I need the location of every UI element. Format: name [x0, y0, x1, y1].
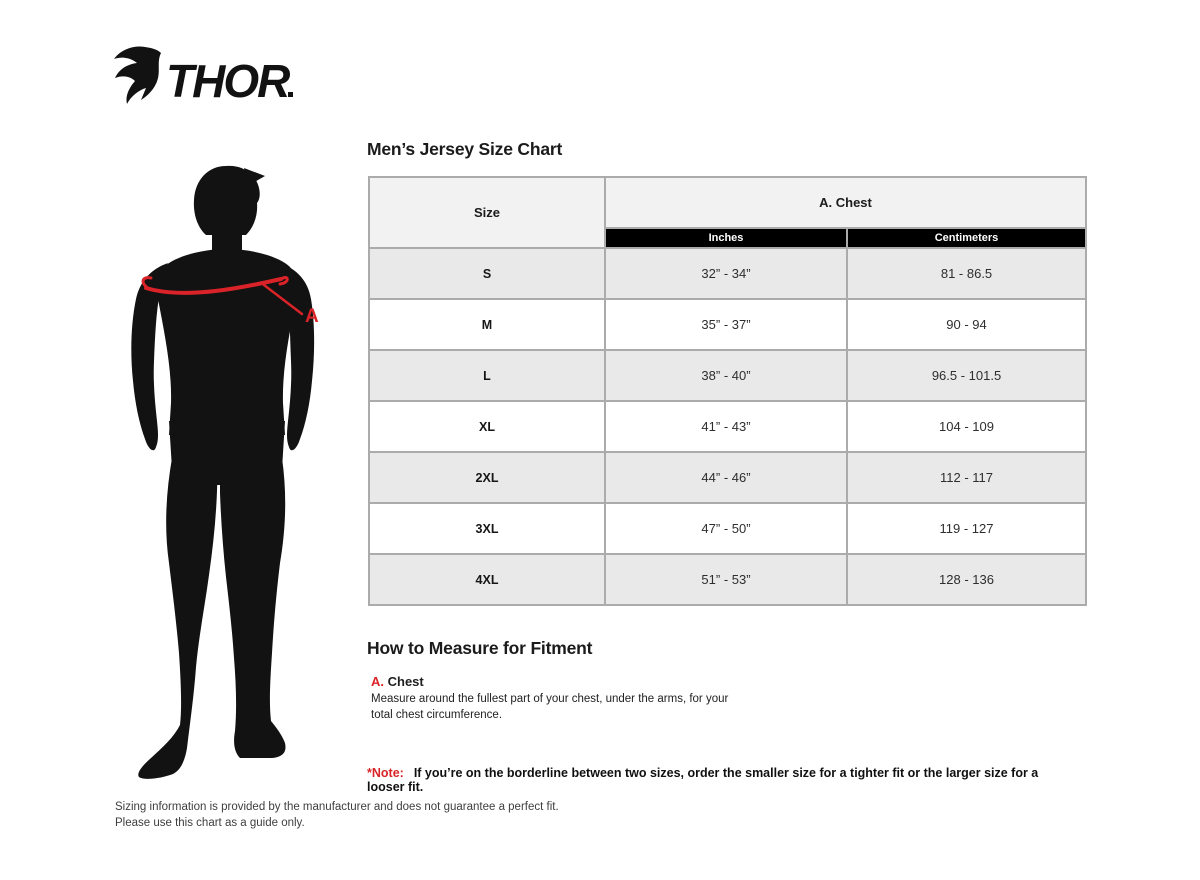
note-label: *Note:: [367, 766, 404, 780]
size-label: S: [369, 248, 605, 299]
howto-heading: How to Measure for Fitment: [367, 638, 593, 658]
inches-value: 47” - 50”: [605, 503, 847, 554]
male-silhouette: [118, 163, 323, 788]
cm-value: 81 - 86.5: [847, 248, 1086, 299]
column-header-inches: Inches: [605, 228, 847, 248]
disclaimer: [115, 800, 559, 831]
inches-value: 38” - 40”: [605, 350, 847, 401]
inches-value: 44” - 46”: [605, 452, 847, 503]
sizing-note: [367, 766, 1067, 794]
measure-item-chest: [371, 674, 731, 723]
inches-value: 35” - 37”: [605, 299, 847, 350]
table-row: [369, 503, 1086, 554]
size-label: 3XL: [369, 503, 605, 554]
size-chart-table: [368, 176, 1087, 606]
male-silhouette-figure: [118, 163, 323, 788]
size-label: 4XL: [369, 554, 605, 605]
measure-item-description: Measure around the fullest part of your chest, under the arms, for your total chest circumference.: [371, 693, 729, 721]
size-label: XL: [369, 401, 605, 452]
size-label: L: [369, 350, 605, 401]
inches-value: 41” - 43”: [605, 401, 847, 452]
table-row: [369, 401, 1086, 452]
column-header-chest: A. Chest: [605, 177, 1086, 228]
column-header-size: Size: [369, 177, 605, 248]
thor-logo-text: THOR: [166, 55, 289, 106]
size-label: M: [369, 299, 605, 350]
measure-item-title: [371, 674, 731, 689]
cm-value: 90 - 94: [847, 299, 1086, 350]
cm-value: 112 - 117: [847, 452, 1086, 503]
thor-logo: [112, 44, 297, 106]
table-row: [369, 554, 1086, 605]
cm-value: 128 - 136: [847, 554, 1086, 605]
table-row: [369, 350, 1086, 401]
cm-value: 104 - 109: [847, 401, 1086, 452]
table-row: [369, 299, 1086, 350]
table-row: [369, 452, 1086, 503]
measure-item-name: Chest: [387, 674, 424, 689]
thor-logo-icon: [112, 44, 297, 106]
table-row: [369, 248, 1086, 299]
inches-value: 32” - 34”: [605, 248, 847, 299]
disclaimer-line-1: Sizing information is provided by the manufacturer and does not guarantee a perfect fit.: [115, 801, 559, 813]
cm-value: 119 - 127: [847, 503, 1086, 554]
note-text: If you’re on the borderline between two sizes, order the smaller size for a tighter fit or the larger size for a looser fit.: [367, 766, 1039, 794]
cm-value: 96.5 - 101.5: [847, 350, 1086, 401]
column-header-centimeters: Centimeters: [847, 228, 1086, 248]
inches-value: 51” - 53”: [605, 554, 847, 605]
chest-marker-label: A: [305, 306, 319, 327]
disclaimer-line-2: Please use this chart as a guide only.: [115, 816, 305, 829]
size-label: 2XL: [369, 452, 605, 503]
page-title: Men’s Jersey Size Chart: [367, 139, 563, 159]
measure-item-letter: A.: [371, 674, 384, 689]
